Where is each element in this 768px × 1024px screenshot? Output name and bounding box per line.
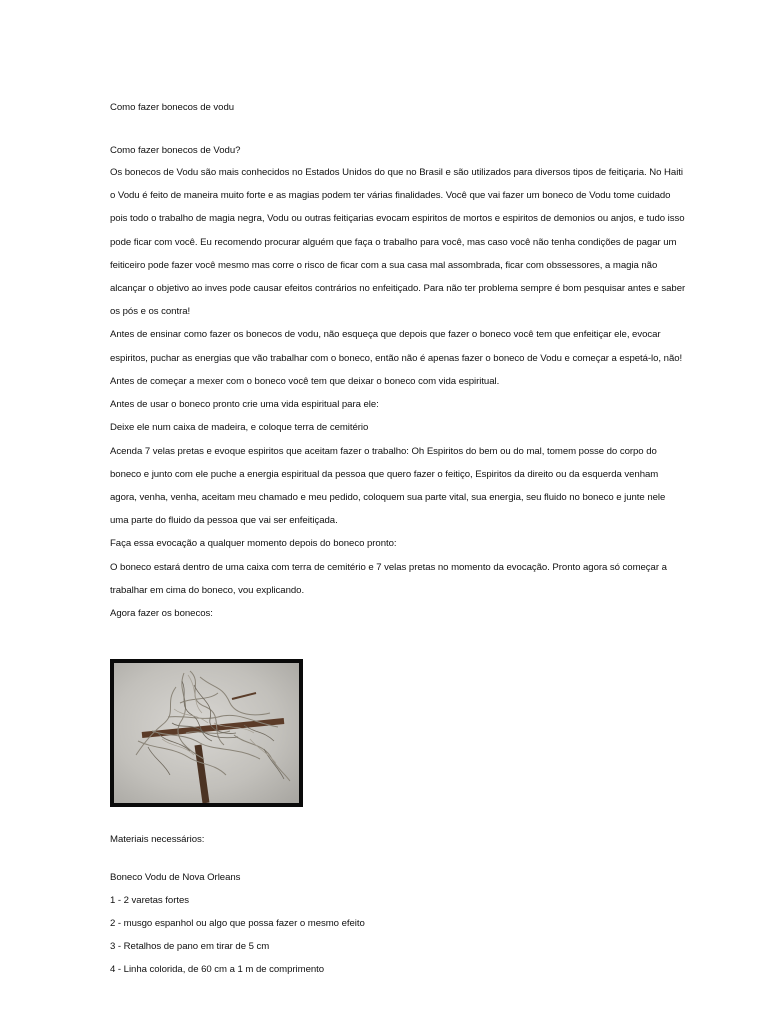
paragraph-1-line-6: alcançar o objetivo ao inves pode causar efeitos contrários no enfeitiçado. Para não ter problema sempre é bom pesquisar antes e saber	[110, 283, 686, 294]
before-use-line: Antes de usar o boneco pronto crie uma vida espiritual para ele:	[110, 399, 379, 410]
materials-heading: Materiais necessários:	[110, 834, 205, 845]
moss-doll-photo	[110, 659, 303, 807]
material-item-4: 4 - Linha colorida, de 60 cm a 1 m de comprimento	[110, 964, 325, 975]
paragraph-1-line-1: Os bonecos de Vodu são mais conhecidos no Estados Unidos do que no Brasil e são utilizados para diversos tipos de feitiçaria. No Haiti	[110, 167, 683, 178]
wooden-box-line: Deixe ele num caixa de madeira, e coloque terra de cemitério	[110, 422, 369, 433]
material-item-2: 2 - musgo espanhol ou algo que possa fazer o mesmo efeito	[110, 918, 365, 929]
make-dolls-line: Agora fazer os bonecos:	[110, 608, 213, 619]
paragraph-1-line-2: o Vodu é feito de maneira muito forte e as magias podem ter várias finalidades. Você que vai fazer um boneco de Vodu tome cuidado	[110, 190, 671, 201]
paragraph-1-line-7: os pós e os contra!	[110, 306, 191, 317]
doll-heading: Boneco Vodu de Nova Orleans	[110, 872, 241, 883]
document-title: Como fazer bonecos de vodu	[110, 102, 235, 113]
moss-doll-image	[114, 663, 299, 803]
paragraph-3-line-2: boneco e junto com ele puche a energia espiritual da pessoa que quero fazer o feitiço, Espiritos da direito ou da esquerda venham	[110, 469, 659, 480]
paragraph-1-line-5: feiticeiro pode fazer você mesmo mas corre o risco de ficar com a sua casa mal assombrada, ficar com obssessores, a magia não	[110, 260, 658, 271]
paragraph-4-line-2: trabalhar em cima do boneco, vou explicando.	[110, 585, 305, 596]
document-subtitle: Como fazer bonecos de Vodu?	[110, 145, 241, 156]
paragraph-2-line-2: espiritos, puchar as energias que vão trabalhar com o boneco, então não é apenas fazer o boneco de Vodu e começar a espetá-lo, não!	[110, 353, 683, 364]
paragraph-3-line-4: uma parte do fluido da pessoa que vai ser enfeitiçada.	[110, 515, 338, 526]
paragraph-1-line-4: pode ficar com você. Eu recomendo procurar alguém que faça o trabalho para você, mas caso você não tenha condições de pagar um	[110, 237, 677, 248]
paragraph-3-line-3: agora, venha, venha, aceitam meu chamado e meu pedido, coloquem sua parte vital, sua energia, seu fluido no boneco e junte nele	[110, 492, 666, 503]
paragraph-2-line-1: Antes de ensinar como fazer os bonecos de vodu, não esqueça que depois que fazer o boneco você tem que enfeitiçar ele, evocar	[110, 329, 661, 340]
material-item-3: 3 - Retalhos de pano em tirar de 5 cm	[110, 941, 270, 952]
paragraph-3-line-1: Acenda 7 velas pretas e evoque espiritos que aceitam fazer o trabalho: Oh Espiritos do bem ou do mal, tomem posse do corpo do	[110, 446, 657, 457]
paragraph-1-line-3: pois todo o trabalho de magia negra, Vodu ou outras feitiçarias evocam espiritos de mortos e espiritos de demonios ou anjos, e tudo isso	[110, 213, 685, 224]
paragraph-4-line-1: O boneco estará dentro de uma caixa com terra de cemitério e 7 velas pretas no momento da evocação. Pronto agora só começar a	[110, 562, 667, 573]
evocation-line: Faça essa evocação a qualquer momento depois do boneco pronto:	[110, 538, 397, 549]
spiritual-life-line: Antes de começar a mexer com o boneco você tem que deixar o boneco com vida espiritual.	[110, 376, 500, 387]
material-item-1: 1 - 2 varetas fortes	[110, 895, 189, 906]
